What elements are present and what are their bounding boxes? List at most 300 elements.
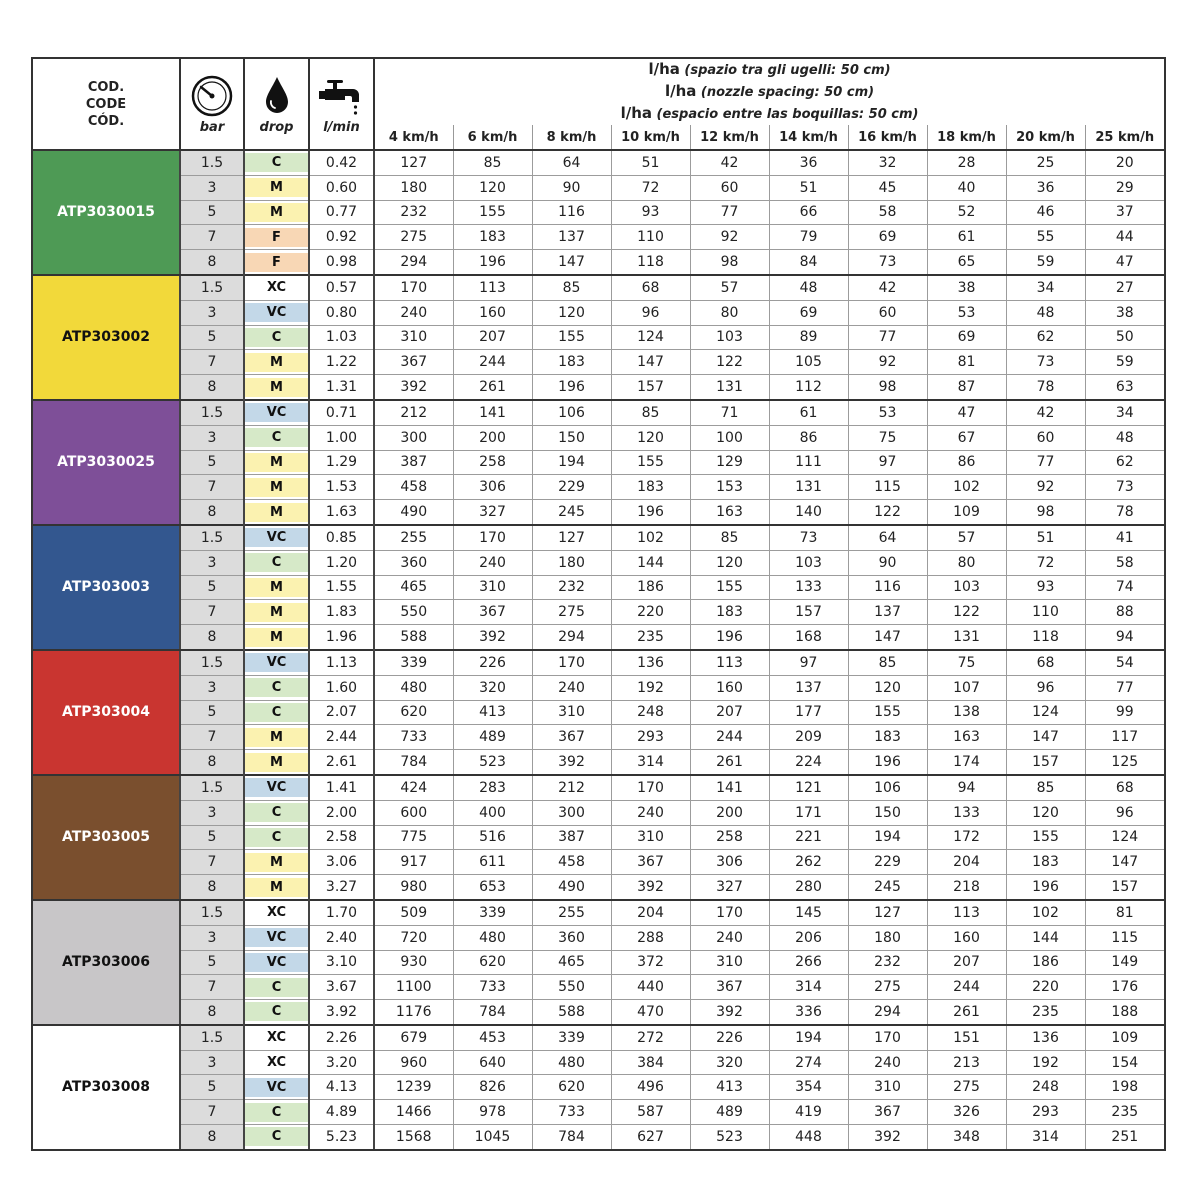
drop-size-cell [244,825,309,850]
drop-size-badge: VC [245,653,308,672]
application-rate-value: 251 [1085,1125,1165,1150]
application-rate-value: 733 [374,725,453,750]
application-rate-value: 419 [769,1100,848,1125]
application-rate-value: 354 [769,1075,848,1100]
table-row [32,550,1165,575]
flow-value: 2.40 [309,925,374,950]
application-rate-value: 57 [690,275,769,300]
application-rate-value: 81 [1085,900,1165,925]
application-rate-value: 155 [848,700,927,725]
code-label-es: CÓD. [87,113,125,129]
table-row [32,825,1165,850]
application-rate-value: 64 [532,150,611,175]
application-rate-value: 38 [927,275,1006,300]
application-rate-value: 523 [453,750,532,775]
table-row [32,300,1165,325]
application-rate-value: 183 [453,225,532,250]
application-rate-value: 171 [769,800,848,825]
application-rate-value: 155 [532,325,611,350]
application-rate-value: 255 [374,525,453,550]
pressure-value: 8 [180,375,244,400]
application-rate-value: 784 [453,1000,532,1025]
application-rate-value: 413 [453,700,532,725]
application-rate-value: 348 [927,1125,1006,1150]
application-rate-value: 196 [532,375,611,400]
flow-column-header [309,58,374,150]
drop-size-cell [244,775,309,800]
drop-size-badge: M [245,853,308,872]
application-rate-value: 120 [1006,800,1085,825]
application-rate-value: 183 [611,475,690,500]
application-rate-value: 20 [1085,150,1165,175]
drop-size-badge: VC [245,778,308,797]
flow-value: 2.61 [309,750,374,775]
application-rate-value: 96 [611,300,690,325]
pressure-value: 7 [180,1100,244,1125]
application-rate-value: 157 [611,375,690,400]
pressure-value: 5 [180,450,244,475]
application-rate-value: 336 [769,1000,848,1025]
application-rate-value: 73 [1006,350,1085,375]
application-rate-value: 136 [611,650,690,675]
application-rate-value: 176 [1085,975,1165,1000]
pressure-value: 1.5 [180,1025,244,1050]
speed-header: 10 km/h [611,125,690,150]
application-rate-value: 124 [1085,825,1165,850]
drop-size-cell [244,900,309,925]
application-rate-value: 60 [848,300,927,325]
application-rate-value: 144 [1006,925,1085,950]
nozzle-code: ATP303005 [32,775,180,900]
application-rate-value: 155 [1006,825,1085,850]
pressure-value: 7 [180,350,244,375]
application-rate-value: 54 [1085,650,1165,675]
speed-header: 16 km/h [848,125,927,150]
application-rate-value: 127 [848,900,927,925]
application-rate-value: 360 [374,550,453,575]
application-rate-value: 188 [1085,1000,1165,1025]
application-rate-value: 550 [374,600,453,625]
application-rate-value: 96 [1006,675,1085,700]
application-rate-value: 314 [1006,1125,1085,1150]
application-rate-value: 48 [1085,425,1165,450]
application-rate-value: 367 [453,600,532,625]
drop-size-cell [244,150,309,175]
application-rate-value: 112 [769,375,848,400]
drop-size-badge: VC [245,303,308,322]
flow-value: 1.22 [309,350,374,375]
application-rate-value: 99 [1085,700,1165,725]
drop-size-badge: VC [245,1078,308,1097]
application-rate-value: 392 [532,750,611,775]
application-rate-value: 110 [611,225,690,250]
table-row [32,475,1165,500]
application-rate-value: 34 [1006,275,1085,300]
application-rate-value: 155 [453,200,532,225]
flow-value: 2.00 [309,800,374,825]
application-rate-value: 98 [690,250,769,275]
flow-value: 1.63 [309,500,374,525]
application-rate-value: 490 [532,875,611,900]
application-rate-value: 44 [1085,225,1165,250]
water-tap-icon [310,74,373,118]
drop-size-badge: F [245,228,308,247]
application-rate-value: 221 [769,825,848,850]
application-rate-value: 92 [848,350,927,375]
application-rate-value: 103 [769,550,848,575]
application-rate-value: 77 [848,325,927,350]
drop-size-badge: C [245,553,308,572]
application-rate-value: 90 [848,550,927,575]
application-rate-value: 38 [1085,300,1165,325]
nozzle-code: ATP303004 [32,650,180,775]
application-rate-value: 384 [611,1050,690,1075]
flow-value: 4.89 [309,1100,374,1125]
flow-value: 1.70 [309,900,374,925]
application-rate-value: 68 [1006,650,1085,675]
table-row [32,225,1165,250]
application-rate-value: 183 [532,350,611,375]
pressure-value: 3 [180,425,244,450]
drop-size-cell [244,475,309,500]
application-rate-value: 258 [690,825,769,850]
drop-size-badge: C [245,828,308,847]
flow-value: 0.42 [309,150,374,175]
application-rate-value: 61 [927,225,1006,250]
drop-size-badge: XC [245,903,308,922]
application-rate-value: 52 [927,200,1006,225]
table-row [32,175,1165,200]
drop-column-header [244,58,309,150]
application-rate-value: 424 [374,775,453,800]
flow-value: 4.13 [309,1075,374,1100]
application-rate-value: 679 [374,1025,453,1050]
speed-header: 8 km/h [532,125,611,150]
application-rate-value: 194 [848,825,927,850]
application-rate-value: 240 [848,1050,927,1075]
drop-size-badge: C [245,1103,308,1122]
application-rate-value: 92 [690,225,769,250]
application-rate-value: 360 [532,925,611,950]
application-rate-value: 172 [927,825,1006,850]
flow-value: 3.27 [309,875,374,900]
flow-value: 1.53 [309,475,374,500]
application-rate-value: 283 [453,775,532,800]
drop-size-badge: C [245,978,308,997]
application-rate-value: 207 [453,325,532,350]
application-rate-value: 89 [769,325,848,350]
application-rate-value: 41 [1085,525,1165,550]
application-rate-value: 64 [848,525,927,550]
application-rate-value: 36 [769,150,848,175]
application-rate-value: 266 [769,950,848,975]
application-rate-value: 102 [1006,900,1085,925]
application-rate-value: 244 [453,350,532,375]
speed-header: 4 km/h [374,125,453,150]
application-rate-value: 36 [1006,175,1085,200]
application-rate-value: 314 [769,975,848,1000]
flow-value: 1.83 [309,600,374,625]
application-rate-value: 917 [374,850,453,875]
flow-value: 3.06 [309,850,374,875]
application-rate-value: 106 [848,775,927,800]
application-rate-value: 129 [690,450,769,475]
application-rate-value: 326 [927,1100,1006,1125]
application-rate-value: 58 [1085,550,1165,575]
application-rate-value: 627 [611,1125,690,1150]
application-rate-value: 523 [690,1125,769,1150]
application-rate-value: 27 [1085,275,1165,300]
application-rate-value: 72 [611,175,690,200]
drop-size-cell [244,750,309,775]
application-rate-value: 97 [769,650,848,675]
drop-size-cell [244,1075,309,1100]
application-rate-value: 367 [611,850,690,875]
pressure-column-header [180,58,244,150]
application-rate-value: 261 [690,750,769,775]
pressure-value: 5 [180,700,244,725]
table-row [32,450,1165,475]
application-rate-value: 137 [769,675,848,700]
application-rate-value: 213 [927,1050,1006,1075]
application-rate-value: 61 [769,400,848,425]
application-rate-value: 94 [927,775,1006,800]
table-row [32,1025,1165,1050]
application-rate-value: 116 [532,200,611,225]
table-row [32,275,1165,300]
lha-note-en: (nozzle spacing: 50 cm) [700,85,875,100]
application-rate-value: 131 [690,375,769,400]
application-rate-value: 145 [769,900,848,925]
application-rate-value: 42 [1006,400,1085,425]
application-rate-value: 85 [611,400,690,425]
flow-value: 1.00 [309,425,374,450]
application-rate-value: 440 [611,975,690,1000]
application-rate-value: 458 [374,475,453,500]
application-rate-value: 79 [769,225,848,250]
application-rate-value: 198 [1085,1075,1165,1100]
nozzle-code: ATP3030015 [32,150,180,275]
drop-size-badge: XC [245,1053,308,1072]
application-rate-value: 163 [690,500,769,525]
application-rate-value: 387 [532,825,611,850]
pressure-value: 3 [180,550,244,575]
code-label-it: COD. [87,79,125,95]
drop-size-cell [244,625,309,650]
table-row [32,200,1165,225]
application-rate-value: 120 [690,550,769,575]
application-rate-value: 98 [1006,500,1085,525]
pressure-value: 3 [180,175,244,200]
application-rate-value: 69 [927,325,1006,350]
application-rate-value: 232 [848,950,927,975]
table-row [32,600,1165,625]
drop-size-cell [244,525,309,550]
drop-size-label: drop [259,119,294,135]
application-rate-value: 480 [532,1050,611,1075]
application-rate-value: 255 [532,900,611,925]
application-rate-value: 306 [690,850,769,875]
drop-size-badge: M [245,628,308,647]
application-rate-value: 200 [453,425,532,450]
application-rate-value: 183 [690,600,769,625]
application-rate-value: 34 [1085,400,1165,425]
drop-size-cell [244,225,309,250]
drop-size-badge: XC [245,278,308,297]
pressure-value: 3 [180,300,244,325]
pressure-value: 7 [180,600,244,625]
application-rate-value: 611 [453,850,532,875]
application-rate-value: 29 [1085,175,1165,200]
table-row [32,725,1165,750]
application-rate-value: 141 [690,775,769,800]
application-rate-value: 85 [453,150,532,175]
application-rate-value: 53 [848,400,927,425]
flow-value: 2.44 [309,725,374,750]
application-rate-value: 1176 [374,1000,453,1025]
table-row [32,675,1165,700]
application-rate-value: 110 [1006,600,1085,625]
pressure-value: 5 [180,825,244,850]
application-rate-value: 275 [927,1075,1006,1100]
pressure-value: 1.5 [180,400,244,425]
application-rate-value: 84 [769,250,848,275]
application-rate-value: 85 [532,275,611,300]
application-rate-value: 240 [453,550,532,575]
flow-value: 0.85 [309,525,374,550]
pressure-value: 8 [180,1125,244,1150]
drop-size-badge: M [245,178,308,197]
application-rate-value: 180 [532,550,611,575]
application-rate-value: 229 [532,475,611,500]
application-rate-value: 620 [374,700,453,725]
drop-size-badge: C [245,803,308,822]
application-rate-value: 244 [690,725,769,750]
table-row [32,750,1165,775]
application-rate-value: 207 [927,950,1006,975]
flow-value: 1.29 [309,450,374,475]
application-rate-value: 177 [769,700,848,725]
application-rate-value: 206 [769,925,848,950]
application-rate-value: 125 [1085,750,1165,775]
application-rate-value: 784 [374,750,453,775]
application-rate-value: 75 [848,425,927,450]
application-rate-value: 127 [532,525,611,550]
table-row [32,975,1165,1000]
nozzle-code: ATP303008 [32,1025,180,1150]
application-rate-value: 600 [374,800,453,825]
application-rate-value: 470 [611,1000,690,1025]
application-rate-value: 124 [611,325,690,350]
application-rate-value: 25 [1006,150,1085,175]
application-rate-value: 138 [927,700,1006,725]
application-rate-value: 367 [374,350,453,375]
application-rate-value: 392 [374,375,453,400]
application-rate-value: 160 [453,300,532,325]
application-rate-value: 72 [1006,550,1085,575]
application-rate-value: 653 [453,875,532,900]
application-rate-value: 120 [848,675,927,700]
application-rate-value: 93 [611,200,690,225]
application-rate-value: 235 [1006,1000,1085,1025]
application-rate-value: 85 [1006,775,1085,800]
application-rate-value: 163 [927,725,1006,750]
nozzle-flow-table [31,57,1166,1151]
application-rate-value: 784 [532,1125,611,1150]
drop-size-cell [244,1025,309,1050]
table-row [32,1100,1165,1125]
application-rate-header [374,58,1165,125]
application-rate-value: 68 [1085,775,1165,800]
drop-size-cell [244,1100,309,1125]
application-rate-value: 209 [769,725,848,750]
application-rate-value: 90 [532,175,611,200]
application-rate-value: 220 [1006,975,1085,1000]
application-rate-value: 220 [611,600,690,625]
application-rate-value: 310 [848,1075,927,1100]
application-rate-value: 280 [769,875,848,900]
application-rate-value: 458 [532,850,611,875]
pressure-value: 3 [180,675,244,700]
application-rate-value: 48 [1006,300,1085,325]
nozzle-code: ATP303006 [32,900,180,1025]
application-rate-value: 66 [769,200,848,225]
application-rate-value: 85 [690,525,769,550]
application-rate-value: 480 [453,925,532,950]
application-rate-value: 131 [769,475,848,500]
application-rate-value: 140 [769,500,848,525]
application-rate-value: 733 [453,975,532,1000]
table-row [32,525,1165,550]
application-rate-value: 137 [532,225,611,250]
application-rate-value: 261 [927,1000,1006,1025]
drop-size-badge: VC [245,953,308,972]
flow-value: 1.13 [309,650,374,675]
drop-size-badge: M [245,578,308,597]
application-rate-value: 51 [611,150,690,175]
pressure-value: 1.5 [180,650,244,675]
application-rate-value: 113 [690,650,769,675]
application-rate-value: 240 [532,675,611,700]
pressure-value: 1.5 [180,275,244,300]
application-rate-value: 124 [1006,700,1085,725]
application-rate-value: 73 [769,525,848,550]
application-rate-value: 294 [848,1000,927,1025]
table-row [32,425,1165,450]
application-rate-value: 157 [1006,750,1085,775]
application-rate-value: 262 [769,850,848,875]
application-rate-value: 192 [1006,1050,1085,1075]
application-rate-value: 183 [848,725,927,750]
application-rate-value: 620 [532,1075,611,1100]
application-rate-value: 272 [611,1025,690,1050]
application-rate-value: 212 [532,775,611,800]
application-rate-value: 587 [611,1100,690,1125]
flow-value: 3.10 [309,950,374,975]
nozzle-code: ATP3030025 [32,400,180,525]
drop-size-cell [244,875,309,900]
table-row [32,1000,1165,1025]
application-rate-value: 194 [769,1025,848,1050]
drop-size-badge: F [245,253,308,272]
application-rate-value: 40 [927,175,1006,200]
application-rate-value: 588 [532,1000,611,1025]
flow-value: 1.60 [309,675,374,700]
application-rate-value: 465 [374,575,453,600]
speed-header: 18 km/h [927,125,1006,150]
drop-size-cell [244,975,309,1000]
pressure-unit-label: bar [199,119,225,135]
